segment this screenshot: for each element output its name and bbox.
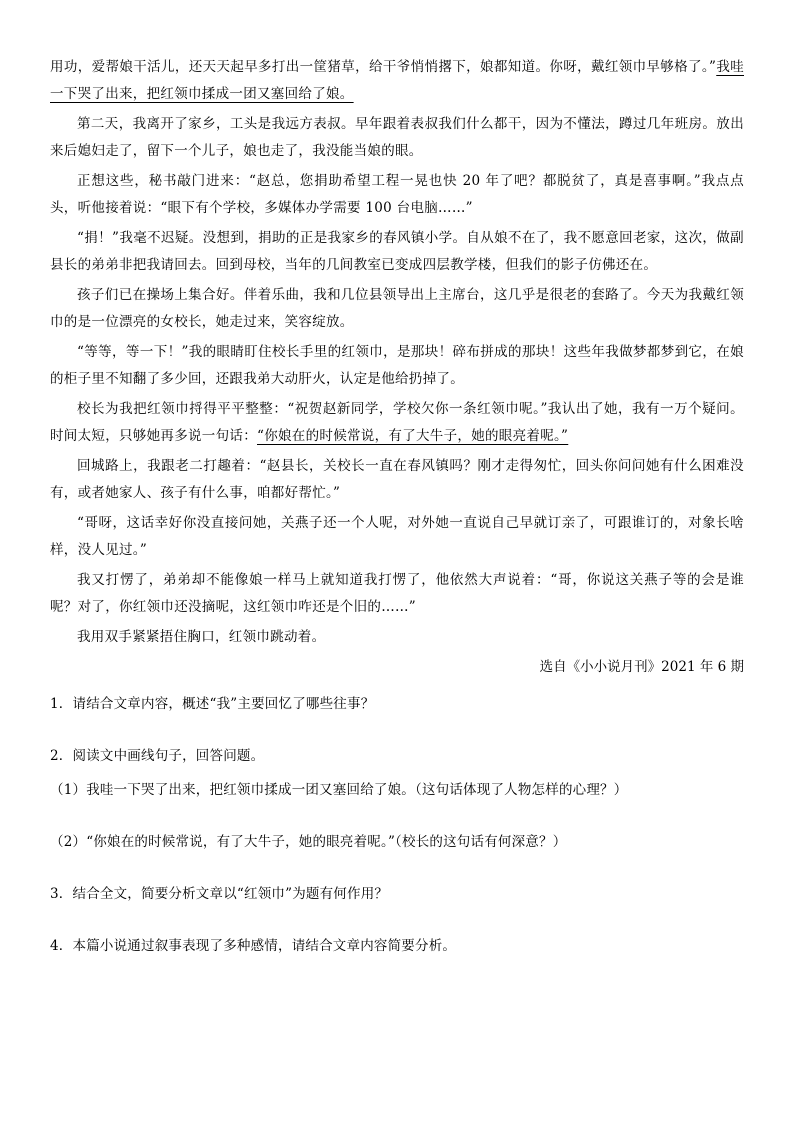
- story-paragraph-3: 正想这些，秘书敲门进来：“赵总，您捐助希望工程一晃也快 20 年了吧？都脱贫了，真是喜事啊。”我点点头，听他接着说：“眼下有个学校，多媒体办学需要 100 台电脑……”: [50, 173, 744, 216]
- story-paragraph-11: 我用双手紧紧捂住胸口，红领巾跳动着。: [77, 629, 326, 645]
- answer-space-3: [50, 905, 744, 935]
- question-4: 4．本篇小说通过叙事表现了多种感情，请结合文章内容简要分析。: [50, 938, 457, 954]
- answer-space-1: [50, 715, 744, 745]
- question-2: 2．阅读文中画线句子，回答问题。: [50, 748, 265, 764]
- question-2-part-1: （1）我哇一下哭了出来，把红领巾揉成一团又塞回给了娘。（这句话体现了人物怎样的心理？）: [50, 782, 628, 798]
- underlined-sentence-2: “你娘在的时候常说，有了大牛子，她的眼亮着呢。”: [257, 428, 569, 444]
- story-paragraph-7: [50, 396, 744, 450]
- story-paragraph-8: 回城路上，我跟老二打趣着：“赵县长，关校长一直在春风镇吗？刚才走得匆忙，回头你问问她有什么困难没有，或者她家人、孩子有什么事，咱都好帮忙。”: [50, 458, 744, 501]
- question-3: 3．结合全文，简要分析文章以“红领巾”为题有何作用？: [50, 886, 389, 902]
- answer-space-2a: [50, 801, 744, 831]
- document-page: [50, 54, 744, 957]
- story-paragraph-5: 孩子们已在操场上集合好。伴着乐曲，我和几位县领导出上主席台，这几乎是很老的套路了。今天为我戴红领巾的是一位漂亮的女校长，她走过来，笑容绽放。: [50, 287, 744, 330]
- story-paragraph-9: “哥呀，这话幸好你没直接问她，关燕子还一个人呢，对外她一直说自己早就订亲了，可跟谁订的，对象长啥样，没人见过。”: [50, 515, 744, 558]
- answer-space-2b: [50, 853, 744, 883]
- story-paragraph-2: 第二天，我离开了家乡，工头是我远方表叔。早年跟着表叔我们什么都干，因为不懂法，蹲过几年班房。放出来后媳妇走了，留下一个儿子，娘也走了，我没能当娘的眼。: [50, 116, 744, 159]
- underlined-sentence-1: 我哇一下哭了出来，把红领巾揉成一团又塞回给了娘。: [50, 59, 744, 102]
- source-citation: 选自《小小说月刊》2021 年 6 期: [539, 659, 744, 675]
- story-paragraph-6: “等等，等一下！”我的眼睛盯住校长手里的红领巾，是那块！碎布拼成的那块！这些年我做梦都梦到它，在娘的柜子里不知翻了多少回，还跟我弟大动肝火，认定是他给扔掉了。: [50, 344, 744, 387]
- story-paragraph-1-text: 用功，爱帮娘干活儿，还天天起早多打出一筐猪草，给干爷悄悄撂下，娘都知道。你呀，戴红领巾早够格了。”: [50, 59, 717, 75]
- story-paragraph-10: 我又打愣了，弟弟却不能像娘一样马上就知道我打愣了，他依然大声说着：“哥，你说这关燕子等的会是谁呢？对了，你红领巾还没摘呢，这红领巾咋还是个旧的……”: [50, 572, 744, 615]
- question-1: 1．请结合文章内容，概述“我”主要回忆了哪些往事？: [50, 696, 375, 712]
- story-paragraph-1: [50, 54, 744, 108]
- story-paragraph-7-text: 校长为我把红领巾捋得平平整整：“祝贺赵新同学，学校欠你一条红领巾呢。”我认出了她，我有一万个疑问。时间太短，只够她再多说一句话：: [50, 401, 744, 444]
- question-2-part-2: （2）“你娘在的时候常说，有了大牛子，她的眼亮着呢。”（校长的这句话有何深意？）: [50, 834, 567, 850]
- story-paragraph-4: “捐！”我毫不迟疑。没想到，捐助的正是我家乡的春风镇小学。自从娘不在了，我不愿意回老家，这次，做副县长的弟弟非把我请回去。回到母校，当年的几间教室已变成四层教学楼，但我们的影子仿佛还在。: [50, 230, 744, 273]
